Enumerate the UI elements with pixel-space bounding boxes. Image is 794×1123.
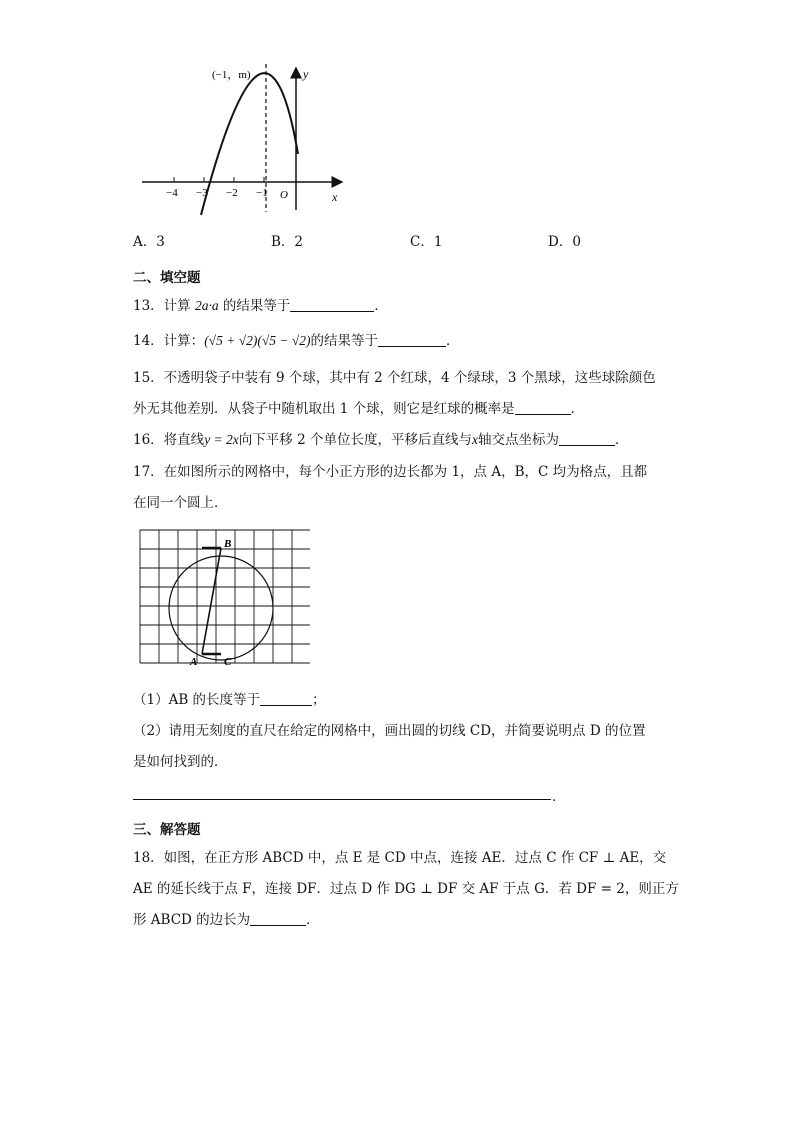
answer-blank[interactable] (260, 691, 312, 706)
question-17-part-2-line-2: 是如何找到的． (133, 754, 228, 770)
question-16: 16．将直线y = 2x向下平移 2 个单位长度，平移后直线与x轴交点坐标为 ． (133, 432, 629, 448)
vertex-label: (−1，m) (212, 69, 251, 81)
question-15-line-2: 外无其他差别．从袋子中随机取出 1 个球，则它是红球的概率是 ． (133, 401, 585, 417)
x-axis-label: x (332, 190, 338, 204)
point-label-c: C (224, 656, 232, 668)
question-17-part-2-line-1: （2）请用无刻度的直尺在给定的网格中，画出圆的切线 CD，并简要说明点 D 的位置 (133, 723, 646, 739)
tick-label: −3 (196, 187, 208, 199)
parabola-graph (130, 60, 360, 220)
answer-blank[interactable] (559, 431, 615, 446)
section-heading-solutions: 三、解答题 (133, 822, 201, 838)
origin-label: O (280, 189, 288, 201)
question-17-line-1: 17．在如图所示的网格中，每个小正方形的边长都为 1，点 A，B，C 均为格点，且都 (133, 464, 648, 480)
y-axis-label: y (303, 67, 309, 81)
answer-blank[interactable] (378, 332, 446, 347)
answer-long-line[interactable] (133, 799, 551, 800)
answer-blank[interactable] (515, 400, 571, 415)
section-heading-fill-in: 二、填空题 (133, 270, 201, 286)
question-17-part-1: （1）AB 的长度等于 ； (133, 692, 326, 708)
option-a: A．3 (133, 234, 165, 250)
answer-blank[interactable] (290, 297, 374, 312)
grid-figure (138, 528, 310, 674)
answer-long-line-period: ． (552, 789, 566, 805)
question-17-line-2: 在同一个圆上． (133, 495, 228, 511)
tick-label: −1 (256, 187, 268, 199)
tick-label: −2 (226, 187, 238, 199)
option-c: C．1 (410, 234, 443, 250)
question-18-line-1: 18．如图，在正方形 ABCD 中，点 E 是 CD 中点，连接 AE．过点 C 作 CF ⊥ AE，交 (133, 850, 667, 866)
question-15-line-1: 15．不透明袋子中装有 9 个球，其中有 2 个红球，4 个绿球，3 个黑球，这些球除颜色 (133, 370, 656, 386)
point-label-b: B (224, 538, 232, 550)
option-b: B．2 (271, 234, 304, 250)
question-18-line-2: AE 的延长线于点 F，连接 DF．过点 D 作 DG ⊥ DF 交 AF 于点 G．若 DF = 2，则正方 (133, 881, 679, 897)
answer-blank[interactable] (250, 911, 306, 926)
question-14: 14．计算：(√5 + √2)(√5 − √2)的结果等于 ． (133, 333, 460, 349)
point-label-a: A (190, 656, 198, 668)
tick-label: −4 (166, 187, 178, 199)
segment-ab (202, 548, 221, 654)
question-18-line-3: 形 ABCD 的边长为 ． (133, 912, 320, 928)
option-d: D．0 (548, 234, 581, 250)
question-13: 13．计算 2a·a 的结果等于 ． (133, 298, 388, 314)
